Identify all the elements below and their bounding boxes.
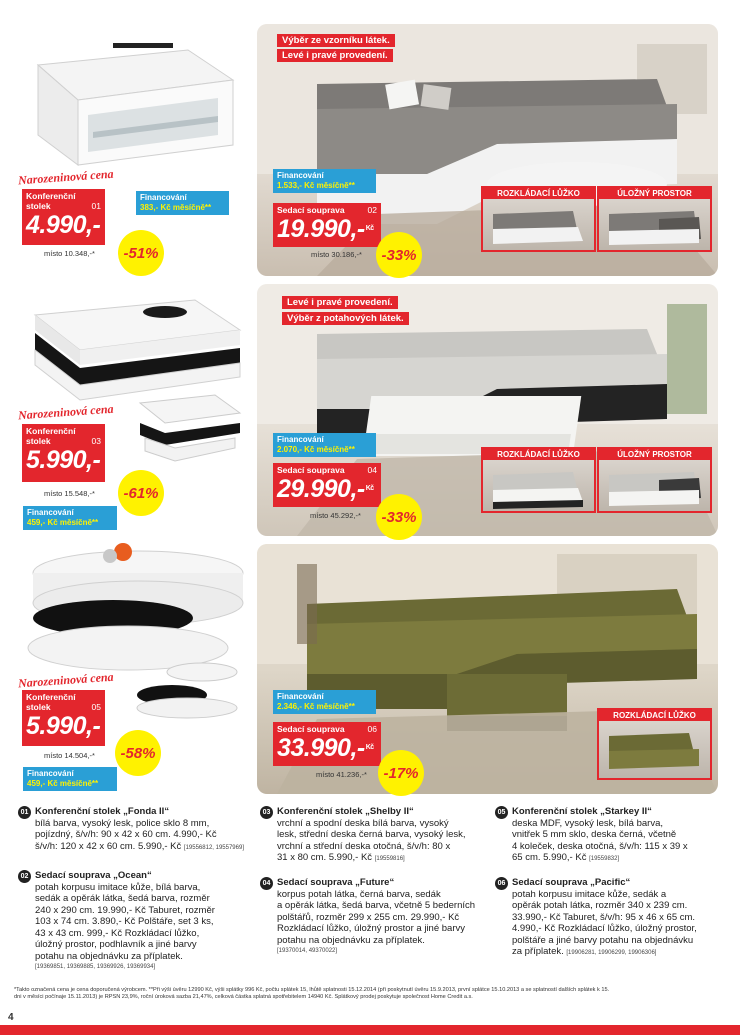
- description-06-line-6: za příplatek.: [512, 946, 564, 957]
- description-02: [20, 870, 250, 974]
- product-02-discount-badge: -33%: [376, 232, 422, 278]
- product-06-original-price: místo 41.236,-*: [316, 770, 367, 779]
- description-04-code: [19370014, 49370022]: [277, 948, 338, 954]
- product-02-inset-sleeper: [481, 186, 596, 252]
- description-05-code: [19559832]: [589, 856, 620, 862]
- product-02-price-box: [273, 203, 381, 247]
- product-02-kc: Kč: [365, 225, 374, 232]
- description-04-line-3: polštářů, rozměr 299 x 255 cm. 29.990,- Kč: [277, 911, 460, 923]
- description-02-line-1: potah korpusu imitace kůže, bílá barva,: [35, 881, 201, 893]
- product-03-label-2: stolek: [26, 436, 51, 446]
- product-03-financing-amount: 459,- Kč měsíčně**: [27, 518, 99, 527]
- description-01-line-1: bílá barva, vysoký lesk, police sklo 8 mm,: [35, 817, 210, 829]
- description-01-line-2: pojízdný, š/v/h: 90 x 42 x 60 cm. 4.990,- Kč: [35, 829, 217, 840]
- product-06-inset-sleeper: [597, 708, 712, 780]
- product-01-badge: Narozeninová cena: [17, 166, 115, 188]
- product-04-financing-label: Financování: [277, 435, 324, 444]
- product-02-banner-1: Výběr ze vzorníku látek.: [277, 34, 395, 47]
- product-02-price: 19.990,-: [277, 215, 365, 243]
- description-05-line-2: vnitřek 5 mm sklo, deska černá, včetně: [512, 829, 677, 840]
- description-03-title: Konferenční stolek „Shelby II“: [277, 806, 414, 817]
- product-03-label-1: Konferenční: [26, 426, 76, 436]
- description-05-line-3: 4 koleček, deska otočná, š/v/h: 115 x 39 x: [512, 840, 688, 852]
- product-04-price: 29.990,-: [277, 475, 365, 503]
- product-01-financing-label: Financování: [140, 193, 187, 202]
- product-05-financing-amount: 459,- Kč měsíčně**: [27, 779, 99, 788]
- product-01-price: 4.990,-: [26, 211, 101, 239]
- product-03-image: [25, 285, 250, 405]
- description-05-line-1: deska MDF, vysoký lesk, bílá barva,: [512, 817, 663, 829]
- product-06-price: 33.990,-: [277, 734, 365, 762]
- description-03: [262, 806, 492, 866]
- description-05-title: Konferenční stolek „Starkey II“: [512, 806, 652, 817]
- description-06-line-2: opěrák potah látka, rozměr 340 x 239 cm.: [512, 900, 688, 911]
- description-03-code: [19559816]: [374, 856, 405, 862]
- description-05-number: 05: [495, 806, 508, 819]
- product-01-original-price: místo 10.348,-*: [44, 249, 95, 258]
- description-02-line-6: úložný prostor, podhlavník a jiné barvy: [35, 939, 197, 950]
- product-06-inset-sleeper-label: ROZKLÁDACÍ LŮŽKO: [599, 710, 710, 721]
- description-02-line-5: 43 x 43 cm. 999,- Kč Rozkládací lůžko,: [35, 927, 200, 939]
- description-02-number: 02: [18, 870, 31, 883]
- product-03-original-price: místo 15.548,-*: [44, 489, 95, 498]
- product-03-kc: Kč: [27, 484, 35, 491]
- description-06-code: [19906281, 19906299, 19906306]: [566, 950, 657, 956]
- product-04-inset-storage-label: ÚLOŽNÝ PROSTOR: [599, 449, 710, 460]
- description-02-line-7: potahu na objednávku za příplatek.: [35, 950, 183, 962]
- product-05-discount-badge: -58%: [115, 730, 161, 776]
- description-04-line-4: Rozkládací lůžko, úložný prostor a jiné barvy: [277, 923, 465, 934]
- product-02-financing: [273, 169, 376, 193]
- description-04: [262, 877, 492, 958]
- description-04-line-2: a opěrák látka, šedá barva, včetně 5 bederních: [277, 900, 476, 911]
- product-06-price-box: [273, 722, 381, 766]
- description-06-title: Sedací souprava „Pacific“: [512, 877, 631, 888]
- product-05-badge: Narozeninová cena: [17, 669, 115, 691]
- product-03-financing-label: Financování: [27, 508, 74, 517]
- product-05-image: [18, 538, 248, 678]
- product-01-number: 01: [91, 201, 101, 211]
- product-05-kc: Kč: [27, 750, 35, 757]
- product-05-label-1: Konferenční: [26, 692, 76, 702]
- description-03-line-4: 31 x 80 cm. 5.990,- Kč: [277, 852, 373, 863]
- product-04-discount-badge: -33%: [376, 494, 422, 540]
- product-03-financing: [23, 506, 117, 530]
- product-01-label-2: stolek: [26, 201, 51, 211]
- product-01-discount-badge: -51%: [118, 230, 164, 276]
- product-02-financing-amount: 1.533,- Kč měsíčně**: [277, 181, 355, 190]
- product-06-financing: [273, 690, 376, 714]
- description-02-line-3: 240 x 290 cm. 19.990,- Kč Taburet, rozměr: [35, 904, 215, 916]
- product-05-financing-label: Financování: [27, 769, 74, 778]
- product-06-label: Sedací souprava: [277, 724, 345, 734]
- description-04-title: Sedací souprava „Future“: [277, 877, 395, 888]
- product-06-discount-badge: -17%: [378, 750, 424, 796]
- product-03-badge: Narozeninová cena: [17, 401, 115, 423]
- description-06-line-5: polštáře a jiné barvy potahu na objednávku: [512, 934, 694, 946]
- product-02-inset-storage-label: ÚLOŽNÝ PROSTOR: [599, 188, 710, 199]
- product-04-banner-1: Levé i pravé provedení.: [282, 296, 398, 309]
- description-01-line-3: š/v/h: 120 x 42 x 60 cm. 5.990,- Kč: [35, 840, 182, 852]
- product-06-kc: Kč: [365, 744, 374, 751]
- product-02-banner-2: Levé i pravé provedení.: [277, 49, 393, 62]
- description-02-code: [19369851, 19369885, 19369926, 19369934]: [35, 964, 156, 970]
- product-04-banner-2: Výběr z potahových látek.: [282, 312, 409, 325]
- product-06-number: 06: [367, 724, 377, 734]
- product-04-financing: [273, 433, 376, 457]
- description-03-line-2: lesk, střední deska černá barva, vysoký lesk,: [277, 829, 466, 840]
- product-02-financing-label: Financování: [277, 171, 324, 180]
- product-05-number: 05: [91, 702, 101, 712]
- description-06-number: 06: [495, 877, 508, 890]
- product-06-financing-label: Financování: [277, 692, 324, 701]
- description-03-number: 03: [260, 806, 273, 819]
- description-05-line-4: 65 cm. 5.990,- Kč: [512, 852, 587, 863]
- footnote-line-2: dni v měsíci počínaje 15.11.2013) je RPSN 23,9%, roční úroková sazba 21,47%, celková částka splatná spotřebitelem 14940 Kč. Splátkový prodej poskytuje společnost Home Credit a.s.: [14, 994, 473, 1000]
- description-01-code: [19556812, 19557969]: [183, 844, 244, 851]
- description-06: [497, 877, 727, 960]
- product-04-financing-amount: 2.070,- Kč měsíčně**: [277, 445, 355, 454]
- product-01-image: [18, 40, 248, 190]
- bottom-red-bar: [0, 1025, 740, 1035]
- description-01-number: 01: [18, 806, 31, 819]
- product-04-inset-sleeper-label: ROZKLÁDACÍ LŮŽKO: [483, 449, 594, 460]
- description-04-line-1: korpus potah látka, černá barva, sedák: [277, 888, 441, 900]
- product-02-inset-storage: [597, 186, 712, 252]
- product-02-label: Sedací souprava: [277, 205, 345, 215]
- product-04-price-box: [273, 463, 381, 507]
- product-04-label: Sedací souprava: [277, 465, 345, 475]
- description-06-line-1: potah korpusu imitace kůže, sedák a: [512, 888, 667, 900]
- footnote: [14, 987, 729, 1001]
- description-06-line-3: 33.990,- Kč Taburet, š/v/h: 95 x 46 x 65 cm.: [512, 911, 696, 923]
- product-06-financing-amount: 2.346,- Kč měsíčně**: [277, 702, 355, 711]
- product-01-financing: [136, 191, 229, 215]
- description-03-line-3: vrchní a střední deska otočná, š/v/h: 80 x: [277, 840, 451, 852]
- product-04-kc: Kč: [365, 485, 374, 492]
- description-04-line-5: potahu na objednávku za příplatek.: [277, 934, 425, 946]
- page-number: 4: [8, 1012, 14, 1023]
- description-01-title: Konferenční stolek „Fonda II“: [35, 806, 170, 817]
- product-05-financing: [23, 767, 117, 791]
- product-03-discount-badge: -61%: [118, 470, 164, 516]
- description-04-number: 04: [260, 877, 273, 890]
- product-03-small-image: [135, 393, 245, 463]
- product-02-original-price: místo 30.186,-*: [311, 250, 362, 259]
- description-03-line-1: vrchní a spodní deska bílá barva, vysoký: [277, 817, 449, 829]
- product-04-original-price: místo 45.292,-*: [310, 511, 361, 520]
- description-02-line-2: sedák a opěrák látka, šedá barva, rozměr: [35, 893, 210, 904]
- product-05-small-image: [132, 660, 242, 720]
- product-05-original-price: místo 14.504,-*: [44, 751, 95, 760]
- description-01: [20, 806, 250, 854]
- product-03-price: 5.990,-: [26, 446, 101, 474]
- product-01-financing-amount: 383,- Kč měsíčně**: [140, 203, 212, 212]
- description-05: [497, 806, 727, 866]
- product-04-inset-sleeper: [481, 447, 596, 513]
- product-04-number: 04: [367, 465, 377, 475]
- description-02-line-4: 103 x 74 cm. 3.890,- Kč Polštáře, set 3 ks,: [35, 916, 214, 927]
- footnote-line-1: *Takto označená cena je cena doporučená výrobcem. **Při výši úvěru 12990 Kč, výši splátky 996 Kč, počtu splátek 15, lhůtě splatnosti 15.12.2014 (při poskytnutí úvěru 15.9.2013, první splátce 15.10.2013 a se splatností dalších splátek k 15.: [14, 987, 610, 993]
- product-01-kc: Kč: [27, 249, 35, 256]
- product-03-number: 03: [91, 436, 101, 446]
- product-02-inset-sleeper-label: ROZKLÁDACÍ LŮŽKO: [483, 188, 594, 199]
- product-03-price-box: [22, 424, 105, 491]
- product-04-inset-storage: [597, 447, 712, 513]
- description-06-line-4: 4.990,- Kč Rozkládací lůžko, úložný prostor,: [512, 923, 697, 934]
- product-05-label-2: stolek: [26, 702, 51, 712]
- description-02-title: Sedací souprava „Ocean“: [35, 870, 152, 881]
- product-01-label-1: Konferenční: [26, 191, 76, 201]
- product-05-price: 5.990,-: [26, 712, 101, 740]
- product-02-number: 02: [367, 205, 377, 215]
